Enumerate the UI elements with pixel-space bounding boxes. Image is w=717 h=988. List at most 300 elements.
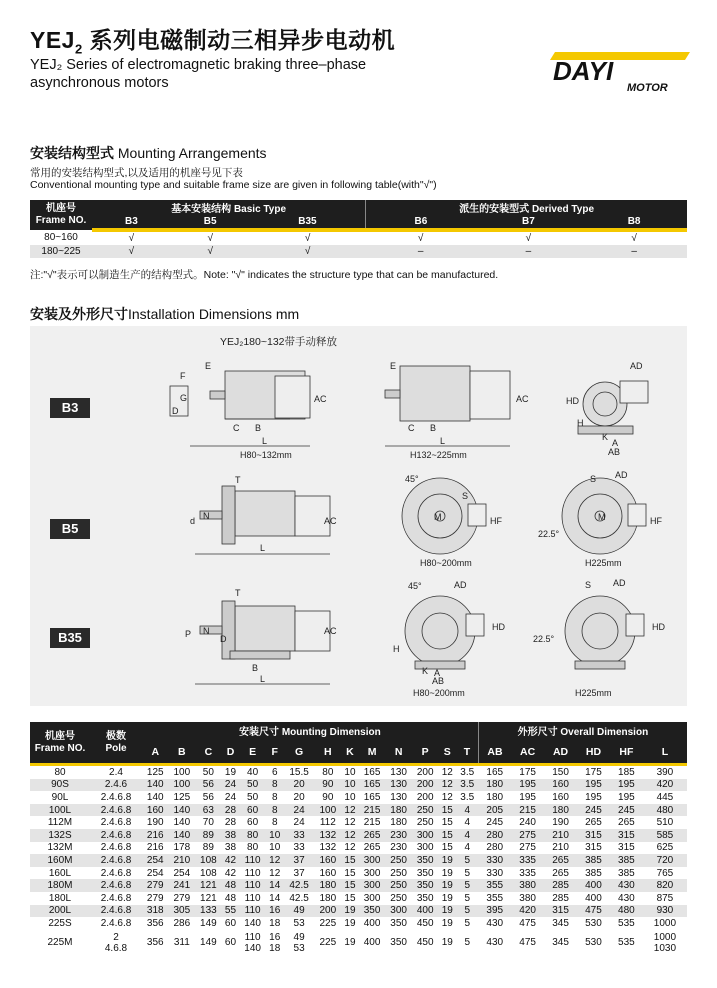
table-cell: 50 [202, 766, 214, 778]
table-cell: 330 [478, 854, 511, 867]
table-cell: 210 [544, 829, 577, 842]
dim-k: K [422, 666, 429, 676]
table-cell: 300 [416, 842, 434, 854]
table-cell: 149 [200, 917, 217, 929]
table-cell: 12 [344, 842, 356, 854]
table-cell: 241 [169, 879, 196, 892]
table-cell: 42.5 [289, 892, 309, 904]
table-cell: 19 [344, 937, 356, 949]
table-row [30, 791, 687, 804]
table-cell: 12 [438, 779, 456, 792]
dim-ad: AD [615, 470, 628, 480]
table-cell: 80 [239, 829, 266, 842]
table-cell: 2.4.6.8 [90, 829, 142, 842]
dimension-drawings [30, 326, 687, 706]
table-cell: 16 18 [269, 931, 281, 954]
table-cell: 12 [441, 791, 453, 803]
col-header-l: L [643, 742, 687, 763]
dim-ab: AB [608, 447, 621, 457]
table-cell: 24 [224, 791, 237, 803]
table-cell: 178 [173, 842, 191, 854]
table-cell: 2.4.6.8 [90, 854, 142, 867]
table-cell: 300 [359, 879, 386, 892]
col-header-hd: HD [577, 742, 610, 763]
table-cell: 180 [315, 879, 342, 892]
type-header: B6 [366, 215, 476, 230]
dim-m: M [434, 512, 442, 522]
dim-d: D [172, 406, 179, 416]
dim-ad: AD [613, 578, 626, 588]
table-cell: 165 [363, 766, 381, 778]
table-cell: 125 [146, 766, 164, 778]
table-cell: 175 [519, 766, 536, 778]
table-row [30, 829, 687, 842]
table-cell: 225M [47, 937, 73, 949]
table-cell: 60 [247, 817, 259, 829]
table-cell: 15 [341, 854, 359, 867]
table-cell: 5 [456, 854, 478, 867]
table-cell: 720 [643, 854, 687, 867]
table-cell: 625 [656, 842, 674, 854]
table-cell: 350 [416, 892, 434, 904]
table-cell: 430 [486, 937, 504, 949]
table-cell: 53 [293, 917, 305, 929]
dim-ad: AD [630, 361, 643, 371]
table-cell: 2.4.6.8 [90, 879, 142, 892]
col-header-b: B [169, 742, 196, 763]
table-cell: 37 [284, 854, 315, 867]
table-cell: 108 [200, 867, 217, 879]
dim-t: T [235, 588, 241, 598]
table-cell: 350 [416, 867, 434, 879]
table-cell: 185 [618, 766, 635, 778]
table-cell: 125 [173, 791, 191, 803]
dim-ac: AC [324, 626, 337, 636]
table-cell: 200L [30, 905, 90, 918]
table-row [30, 854, 687, 867]
table-cell: 132M [47, 842, 73, 854]
dimension-rows [30, 766, 687, 956]
table-cell: 400 [412, 905, 439, 918]
table-cell: 90S [30, 779, 90, 792]
dim-s: S [462, 491, 469, 501]
dim-k: K [602, 432, 609, 442]
table-cell: 510 [656, 817, 674, 829]
table-cell: 56 [195, 779, 222, 792]
table-cell: 24 [293, 817, 305, 829]
table-cell: 121 [200, 892, 217, 904]
table-cell: 318 [142, 905, 169, 918]
table-cell: 475 [519, 917, 536, 929]
table-cell: 110 [244, 892, 261, 904]
table-cell: 240 [519, 817, 536, 829]
table-cell: 90L [51, 791, 69, 803]
table-cell: 345 [552, 937, 569, 949]
table-cell: 279 [146, 892, 164, 904]
table-cell: 110 140 [244, 931, 261, 954]
table-cell: 215 [363, 817, 381, 829]
col-header-p: P [412, 742, 439, 763]
dim-a: A [612, 438, 619, 448]
table-cell: 195 [618, 791, 635, 803]
table-row: 180~225 √ √ √ – – – [30, 245, 687, 258]
sub-label: H132~225mm [410, 450, 467, 460]
table-cell: 300 [385, 905, 412, 918]
table-cell: 10 [269, 842, 281, 854]
frame-header: 机座号 Frame NO. [30, 722, 90, 763]
table-row [30, 842, 687, 855]
col-header-n: N [385, 742, 412, 763]
dim-ac: AC [516, 394, 529, 404]
table-cell: 450 [416, 937, 434, 949]
dim-e: E [205, 361, 212, 371]
table-cell: 250 [390, 892, 407, 904]
table-cell: 160 [142, 804, 169, 817]
col-header-t: T [456, 742, 478, 763]
table-cell: 12 [344, 817, 356, 829]
table-cell: 80 [322, 766, 334, 778]
table-cell: 50 [239, 779, 266, 792]
type-header: B35 [250, 215, 366, 230]
label-b5: B5 [50, 519, 90, 539]
table-cell: 18 [269, 917, 281, 929]
pole-header: 极数 Pole [90, 722, 142, 763]
angle-label: 45° [405, 474, 419, 484]
table-cell: 585 [643, 829, 687, 842]
table-cell: 19 [438, 854, 456, 867]
col-header-h: H [315, 742, 342, 763]
table-cell: 420 [643, 779, 687, 792]
table-cell: 140 [244, 917, 261, 929]
table-cell: 300 [363, 892, 381, 904]
table-cell: 19 [441, 867, 453, 879]
table-cell: 300 [363, 867, 381, 879]
table-cell: 100 [173, 766, 191, 778]
table-cell: 535 [618, 917, 635, 929]
table-cell: 180 [385, 804, 412, 817]
dim-b: B [430, 423, 437, 433]
col-header-hf: HF [610, 742, 643, 763]
table-cell: 200 [416, 766, 434, 778]
table-cell: 195 [610, 779, 643, 792]
table-cell: 250 [416, 817, 434, 829]
dimension-table [30, 722, 687, 956]
table-row: 80~160 √ √ √ √ √ √ [30, 230, 687, 245]
table-cell: 149 [200, 937, 217, 949]
table-cell: 195 [585, 791, 602, 803]
table-cell: 475 [519, 937, 536, 949]
table-cell: 2.4.6 [90, 779, 142, 792]
table-cell: 42 [222, 854, 240, 867]
table-cell: 19 [438, 879, 456, 892]
table-cell: 480 [610, 905, 643, 918]
table-cell: 42 [224, 867, 237, 879]
table-cell: 530 [585, 937, 602, 949]
table-cell: 400 [577, 879, 610, 892]
table-cell: 15 [344, 892, 356, 904]
table-cell: 265 [359, 829, 386, 842]
table-cell: 8 [266, 779, 284, 792]
table-cell: 530 [585, 917, 602, 929]
table-cell: 19 [441, 937, 453, 949]
table-cell: 225 [319, 917, 337, 929]
dim-d: D [220, 634, 227, 644]
col-header-s: S [438, 742, 456, 763]
table-cell: 56 [202, 791, 214, 803]
table-cell: 180 [390, 817, 407, 829]
table-cell: 12 [341, 804, 359, 817]
table-cell: 385 [618, 867, 635, 879]
table-cell: 2.4.6.8 [100, 867, 132, 879]
table-cell: 285 [544, 879, 577, 892]
table-cell: 390 [656, 766, 674, 778]
col-header-ad: AD [544, 742, 577, 763]
table-cell: 19 [344, 917, 356, 929]
table-row [30, 779, 687, 792]
table-cell: 225 [319, 937, 337, 949]
table-cell: 180 [478, 779, 511, 792]
table-cell: 15 [438, 829, 456, 842]
table-cell: 445 [656, 791, 674, 803]
table-cell: 19 [341, 905, 359, 918]
table-cell: 280 [478, 829, 511, 842]
table-cell: 820 [643, 879, 687, 892]
angle-label: 22.5° [538, 529, 560, 539]
angle-label: 45° [408, 581, 422, 591]
table-cell: 230 [385, 829, 412, 842]
table-cell: 245 [577, 804, 610, 817]
table-cell: 930 [643, 905, 687, 918]
frame-header: 机座号 Frame NO. [30, 200, 92, 230]
table-cell: 254 [173, 867, 191, 879]
table-cell: 10 [341, 779, 359, 792]
table-cell: 300 [359, 854, 386, 867]
table-cell: 130 [385, 779, 412, 792]
table-cell: 8 [271, 817, 278, 829]
table-cell: 4 [456, 829, 478, 842]
mounting-description: 常用的安装结构型式,以及适用的机座号见下表 Conventional mounting type and suitable frame size are given in following table(with"√") [30, 167, 437, 191]
table-cell: 216 [146, 842, 164, 854]
dim-e: E [390, 361, 397, 371]
table-cell: 2.4.6.8 [100, 791, 132, 803]
table-cell: 330 [486, 867, 504, 879]
table-cell: 20 [293, 791, 305, 803]
table-cell: 286 [173, 917, 191, 929]
dim-hf: HF [490, 516, 502, 526]
dim-ac: AC [324, 516, 337, 526]
table-cell: 160 [544, 779, 577, 792]
table-cell: 450 [416, 917, 434, 929]
mounting-table [30, 200, 687, 258]
dim-n: N [203, 511, 210, 521]
sub-label: H80~200mm [413, 688, 465, 698]
dim-s: S [585, 580, 592, 590]
dim-hd: HD [566, 396, 579, 406]
table-cell: 250 [390, 867, 407, 879]
table-cell: 195 [511, 779, 544, 792]
table-cell: 112M [47, 817, 73, 829]
table-cell: 4 [464, 817, 470, 829]
table-cell: 165 [363, 791, 381, 803]
page-subtitle: YEJ₂ Series of electromagnetic braking three–phase asynchronous motors [30, 57, 367, 91]
table-cell: 110 [239, 854, 266, 867]
basic-type-header: 基本安装结构 Basic Type [92, 200, 366, 215]
type-header: B5 [171, 215, 250, 230]
table-cell: 38 [224, 842, 237, 854]
table-cell: 400 [363, 937, 381, 949]
table-cell: 315 [544, 905, 577, 918]
table-cell: 10 [266, 829, 284, 842]
dim-l: L [260, 543, 266, 553]
brand-logo [545, 44, 695, 94]
table-cell: 315 [585, 842, 602, 854]
dim-h: H [577, 418, 584, 428]
table-cell: 15 [344, 867, 356, 879]
table-cell: 15.5 [289, 766, 309, 778]
table-cell: 2.4.6.8 [100, 817, 132, 829]
table-cell: 279 [142, 879, 169, 892]
table-cell: 265 [544, 854, 577, 867]
col-header-d: D [222, 742, 240, 763]
table-cell: 12 [269, 867, 281, 879]
table-cell: 250 [412, 804, 439, 817]
table-row [30, 892, 687, 905]
dim-p: P [185, 629, 192, 639]
dim-t: T [235, 475, 241, 485]
sub-label: H80~132mm [240, 450, 292, 460]
table-cell: 10 [344, 766, 356, 778]
label-b35: B35 [50, 628, 90, 648]
mounting-note: 注:"√"表示可以制造生产的结构型式。Note: "√" indicates the structure type that can be manufactured. [30, 269, 499, 281]
install-section-title: 安装及外形尺寸Installation Dimensions mm [30, 306, 300, 322]
table-cell: 180 [544, 804, 577, 817]
table-cell: 133 [195, 905, 222, 918]
table-cell: 132 [315, 829, 342, 842]
angle-label: 22.5° [533, 634, 555, 644]
table-cell: 4 [464, 842, 470, 854]
table-cell: 12 [441, 766, 453, 778]
table-cell: 315 [577, 829, 610, 842]
table-cell: 3.5 [460, 791, 475, 803]
table-cell: 108 [195, 854, 222, 867]
table-cell: 180 [486, 791, 504, 803]
col-header-m: M [359, 742, 386, 763]
table-cell: 40 [247, 766, 259, 778]
table-cell: 275 [519, 842, 536, 854]
table-cell: 50 [247, 791, 259, 803]
mount-header: 安装尺寸 Mounting Dimension [142, 722, 478, 742]
table-cell: 160 [319, 867, 337, 879]
table-cell: 2 4.6.8 [104, 931, 128, 954]
sub-label: H225mm [575, 688, 612, 698]
table-cell: 335 [511, 854, 544, 867]
col-header-c: C [195, 742, 222, 763]
dim-l: L [262, 436, 268, 446]
table-cell: 430 [486, 917, 504, 929]
table-cell: 345 [552, 917, 569, 929]
table-cell: 180 [319, 892, 337, 904]
table-cell: 140 [173, 817, 191, 829]
table-cell: 1000 [653, 917, 677, 929]
table-cell: 335 [519, 867, 536, 879]
table-cell: 6 [271, 766, 278, 778]
col-header-k: K [341, 742, 359, 763]
table-cell: 430 [610, 879, 643, 892]
table-cell: 385 [585, 867, 602, 879]
table-cell: 37 [293, 867, 305, 879]
table-cell: 385 [610, 854, 643, 867]
table-cell: 280 [486, 842, 504, 854]
col-header-f: F [266, 742, 284, 763]
table-cell: 180M [30, 879, 90, 892]
table-cell: 12 [341, 829, 359, 842]
table-cell: 112 [319, 817, 336, 829]
table-cell: 60 [239, 804, 266, 817]
table-cell: 2.4.6.8 [100, 842, 132, 854]
table-cell: 350 [412, 879, 439, 892]
table-cell: 250 [385, 879, 412, 892]
table-cell: 265 [552, 867, 569, 879]
table-cell: 110 [244, 867, 261, 879]
table-cell: 1000 1030 [653, 931, 677, 954]
table-cell: 315 [618, 842, 635, 854]
table-cell: 19 [224, 766, 237, 778]
table-cell: 100L [30, 804, 90, 817]
table-cell: 225S [48, 917, 72, 929]
svg-text:MOTOR: MOTOR [627, 82, 668, 94]
table-cell: 132S [30, 829, 90, 842]
table-cell: 3.5 [460, 766, 475, 778]
table-cell: 70 [202, 817, 214, 829]
table-cell: 180L [48, 892, 72, 904]
table-cell: 28 [222, 804, 240, 817]
table-cell: 230 [390, 842, 407, 854]
table-cell: 875 [656, 892, 674, 904]
dim-b: B [255, 423, 262, 433]
table-cell: 24 [284, 804, 315, 817]
table-cell: 279 [173, 892, 191, 904]
table-cell: 285 [552, 892, 569, 904]
table-cell: 2.4.6.8 [100, 917, 132, 929]
table-cell: 275 [511, 829, 544, 842]
table-cell: 10 [344, 791, 356, 803]
table-cell: 350 [390, 937, 407, 949]
table-cell: 49 [284, 905, 315, 918]
table-cell: 356 [146, 917, 164, 929]
dim-n: N [203, 626, 210, 636]
derived-type-header: 派生的安装型式 Derived Type [366, 200, 687, 215]
dim-h: H [393, 644, 400, 654]
overall-header: 外形尺寸 Overall Dimension [478, 722, 687, 742]
table-cell: 475 [577, 905, 610, 918]
table-cell: 5 [464, 867, 470, 879]
sub-label: H80~200mm [420, 558, 472, 568]
col-header-ab: AB [478, 742, 511, 763]
drawing-caption: YEJ₂180~132带手动释放 [220, 336, 338, 348]
dim-hd: HD [492, 622, 505, 632]
table-cell: 400 [363, 917, 381, 929]
table-row [30, 905, 687, 918]
table-cell: 355 [486, 892, 504, 904]
table-cell: 42.5 [284, 879, 315, 892]
table-cell: 89 [195, 829, 222, 842]
dim-f: F [180, 371, 186, 381]
table-cell: 535 [618, 937, 635, 949]
table-cell: 160L [48, 867, 72, 879]
dim-l: L [440, 436, 446, 446]
table-cell: 38 [222, 829, 240, 842]
table-cell: 315 [610, 829, 643, 842]
